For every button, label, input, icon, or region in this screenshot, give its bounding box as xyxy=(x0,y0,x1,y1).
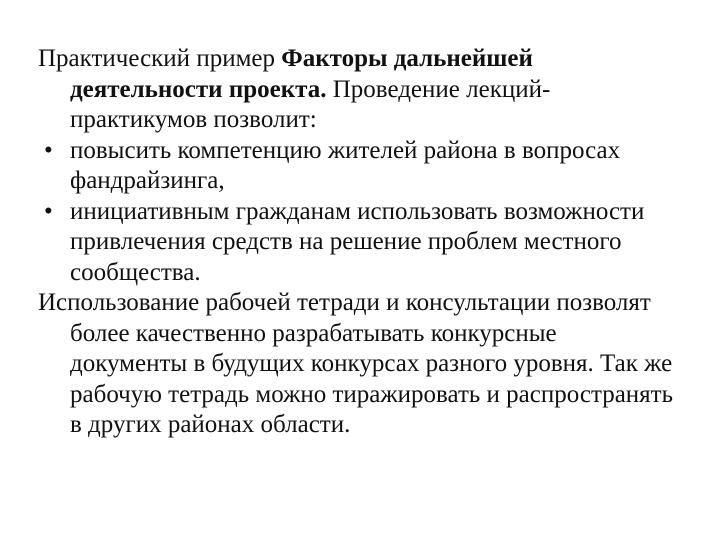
intro-prefix: Практический пример xyxy=(38,45,282,72)
closing-paragraph xyxy=(38,288,678,441)
closing-text: Использование рабочей тетради и консультации позволят более качественно разрабатывать конкурсные документы в будущих конкурсах разного уровня. Так же рабочую тетрадь можно тиражировать и распространять в других районах области. xyxy=(38,289,673,438)
bullet-text: повысить компетенцию жителей района в вопросах фандрайзинга, xyxy=(70,136,621,194)
slide-text-body xyxy=(38,44,678,441)
intro-paragraph xyxy=(38,44,678,136)
bullet-icon: • xyxy=(44,136,53,164)
bullet-item-citizens xyxy=(38,197,678,289)
bullet-text: инициативным гражданам использовать возможности привлечения средств на решение проблем местного сообщества. xyxy=(70,197,645,286)
intro-rest: Проведение лекций-практикумов позволит: xyxy=(70,75,551,133)
bullet-item-competence xyxy=(38,136,678,197)
intro-bold-title: Факторы дальнейшей деятельности проекта. xyxy=(70,45,533,103)
bullet-icon: • xyxy=(44,197,53,225)
